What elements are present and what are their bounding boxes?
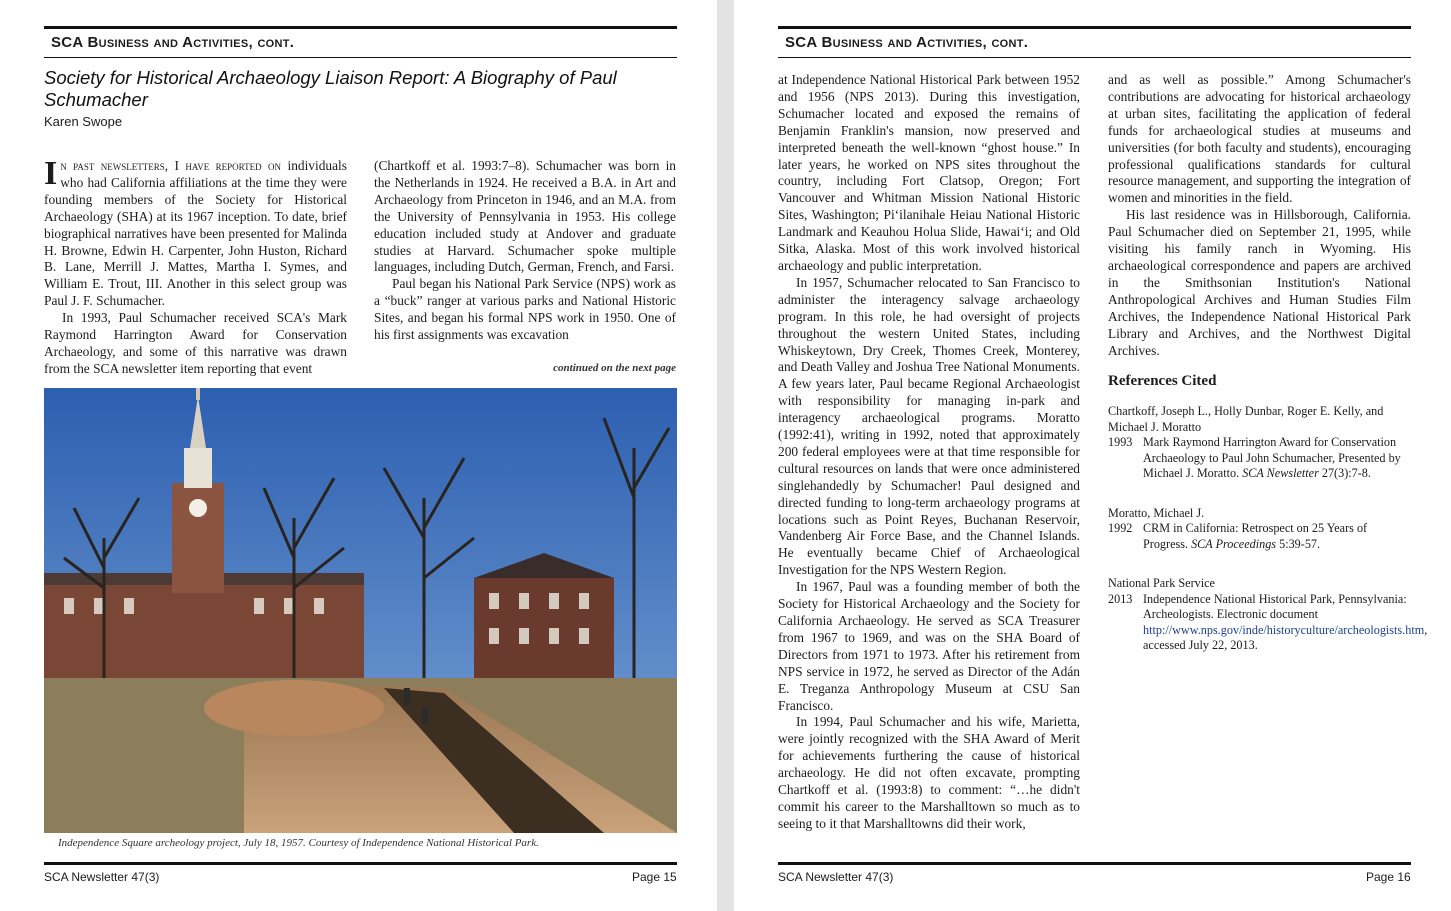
paragraph: at Independence National Historical Park between 1952 and 1956 (NPS 2013). During this investigation, Schumacher located and exposed the remains of Benjamin Franklin's mansion, now preserved and interpreted beneath the well-known “ghost house.” In later years, he worked on NPS sites throughout the country, including Fort Clatsop, Oregon; Fort Vancouver and Whitman Mission National Historic Sites, Washington; Pi‘ilanihale Heiau National Historic Landmark and Keauhou Holua Slide, Hawai‘i; and Old Sitka, Alaska. Most of this work involved historical archaeology and public interpretation. bbox=[778, 72, 1080, 273]
reference-year: 1993 bbox=[1108, 435, 1133, 450]
section-header: SCA Business and Activities, cont. bbox=[785, 34, 1029, 51]
references-heading: References Cited bbox=[1108, 373, 1217, 390]
paragraph: (Chartkoff et al. 1993:7–8). Schumacher was born in the Netherlands in 1924. He received a B.A. in Art and Archaeology from Princeton in 1946, and an M.A. from the University of Pennsylvania in 1953. His college education included study at Andover and graduate studies at Harvard. Schumacher spoke multiple languages, including Dutch, German, French, and Farsi. bbox=[374, 158, 676, 275]
paragraph: In 1957, Schumacher relocated to San Francisco to administer the interagency salvage archaeology program. In this role, he had oversight of projects throughout the western United States, including Whiskeytown, Dry Creek, Thomes Creek, Monterey, and Death Valley and Joshua Tree National Monuments. A few years later, Paul became Regional Archaeologist with responsibility for managing in-park and interagency archaeological programs. Moratto (1992:41), writing in 1992, noted that approximately 200 federal employees were at that time responsible for cultural resources on lands that were once administered singlehandedly by Schumacher! Paul designed and directed funding to long-term archaeology programs at locations such as Point Reyes, Buchanan Reservoir, Vandenberg Air Force Base, and the Channel Islands. He eventually became Chief of Archaeological Investigation for the NPS Western Region. bbox=[778, 274, 1080, 578]
independence-hall-photo bbox=[44, 388, 677, 833]
drop-cap: I bbox=[44, 155, 58, 192]
paragraph: Paul began his National Park Service (NPS) work as a “buck” ranger at various parks and National Historic Sites, and began his formal NPS work in 1950. One of his first assignments was excavation bbox=[374, 276, 676, 343]
section-header: SCA Business and Activities, cont. bbox=[51, 34, 295, 51]
footer-rule bbox=[778, 862, 1411, 865]
header-rule bbox=[44, 26, 677, 29]
reference-entry bbox=[1108, 576, 1428, 654]
reference-year: 1992 bbox=[1108, 521, 1133, 536]
header-rule bbox=[778, 26, 1411, 29]
paragraph: and as well as possible.” Among Schumacher's contributions are advocating for historical archaeology at urban sites, facilitating the application of federal funds for archaeological studies at museums and universities (for both faculty and students), encouraging professional qualifications standards for cultural resource management, and supporting the integration of women and minorities in the field. bbox=[1108, 72, 1411, 206]
reference-entry bbox=[1108, 506, 1411, 553]
reference-title: Mark Raymond Harrington Award for Conservation Archaeology to Paul John Schumacher, Presented by Michael J. Moratto. bbox=[1143, 435, 1401, 481]
reference-journal: SCA Proceedings bbox=[1191, 536, 1277, 551]
page-15 bbox=[0, 0, 717, 911]
footer-rule bbox=[44, 862, 677, 865]
reference-author: Moratto, Michael J. bbox=[1108, 505, 1205, 520]
article-title: Society for Historical Archaeology Liaison Report: A Biography of Paul Schumacher bbox=[44, 67, 617, 110]
page-number: Page 16 bbox=[1366, 870, 1411, 884]
paragraph bbox=[44, 155, 347, 310]
reference-pages: 5:39-57. bbox=[1279, 536, 1321, 551]
photo-illustration bbox=[44, 388, 677, 833]
paragraph-text: individuals who had California affiliations at the time they were founding members of the Society for Historical Archaeology (SHA) at its 1967 inception. To date, brief biographical narratives have been presented for Malinda H. Browne, Edwin H. Carpenter, John Huston, Richard B. Lane, Merrill J. Mattes, Martha I. Symes, and William E. Trout, III. Another in this select group was Paul J. F. Schumacher. bbox=[44, 158, 347, 309]
footer-newsletter: SCA Newsletter 47(3) bbox=[44, 870, 160, 884]
footer-newsletter: SCA Newsletter 47(3) bbox=[778, 870, 894, 884]
reference-journal: SCA Newsletter bbox=[1242, 466, 1319, 481]
page-number: Page 15 bbox=[632, 870, 677, 884]
continued-note: continued on the next page bbox=[553, 362, 676, 374]
paragraph: His last residence was in Hillsborough, California. Paul Schumacher died on September 21, 1995, while visiting his family ranch in Wyoming. His archaeological correspondence and papers are archived in the Smithsonian Institution's National Anthropological Archives and Human Studies Film Archives, the Independence National Historical Park Library and Archives, and the Northwest Digital Archives. bbox=[1108, 207, 1411, 358]
header-underline bbox=[44, 57, 677, 58]
page-16 bbox=[734, 0, 1451, 911]
reference-link[interactable]: http://www.nps.gov/inde/historyculture/archeologists.htm bbox=[1143, 622, 1425, 637]
paragraph: In 1967, Paul was a founding member of both the Society for Historical Archaeology and the Society for California Archaeology. He served as SCA Treasurer from 1967 to 1969, and was on the SHA Board of Directors from 1971 to 1973. After his retirement from NPS service in 1972, he served as Director of the Adán E. Treganza Anthropology Museum at CSU San Francisco. bbox=[778, 579, 1080, 713]
header-underline bbox=[778, 57, 1411, 58]
reference-author: National Park Service bbox=[1108, 576, 1215, 591]
reference-accessed: , accessed July 22, 2013. bbox=[1143, 622, 1428, 653]
photo-caption: Independence Square archeology project, July 18, 1957. Courtesy of Independence National Historical Park. bbox=[58, 837, 539, 849]
reference-pages: 27(3):7-8. bbox=[1321, 466, 1371, 481]
lead-in: n past newsletters, I have reported on bbox=[60, 158, 282, 173]
paragraph: In 1993, Paul Schumacher received SCA's Mark Raymond Harrington Award for Conservation Archaeology, and some of this narrative was drawn from the SCA newsletter item reporting that event bbox=[44, 310, 347, 376]
reference-author: Chartkoff, Joseph L., Holly Dunbar, Roger E. Kelly, and Michael J. Moratto bbox=[1108, 404, 1384, 434]
byline: Karen Swope bbox=[44, 114, 123, 129]
reference-entry bbox=[1108, 404, 1411, 482]
right-column-1 bbox=[778, 72, 1080, 833]
left-column-1 bbox=[44, 155, 347, 378]
left-column-2 bbox=[374, 158, 676, 344]
paragraph: In 1994, Paul Schumacher and his wife, Marietta, were jointly recognized with the SHA Award of Merit for achievements furthering the cause of historical archaeology. He did not often excavate, prompting Chartkoff et al. (1993:8) to comment: “…he didn't commit his career to the Marshalltown so much as to seeing to it that Marshalltowns did their work, bbox=[778, 714, 1080, 831]
reference-title: Independence National Historical Park, Pennsylvania: Archeologists. Electronic document bbox=[1143, 591, 1407, 622]
right-column-2 bbox=[1108, 72, 1428, 678]
reference-title: CRM in California: Retrospect on 25 Years of Progress. bbox=[1143, 521, 1368, 551]
reference-year: 2013 bbox=[1108, 591, 1133, 606]
